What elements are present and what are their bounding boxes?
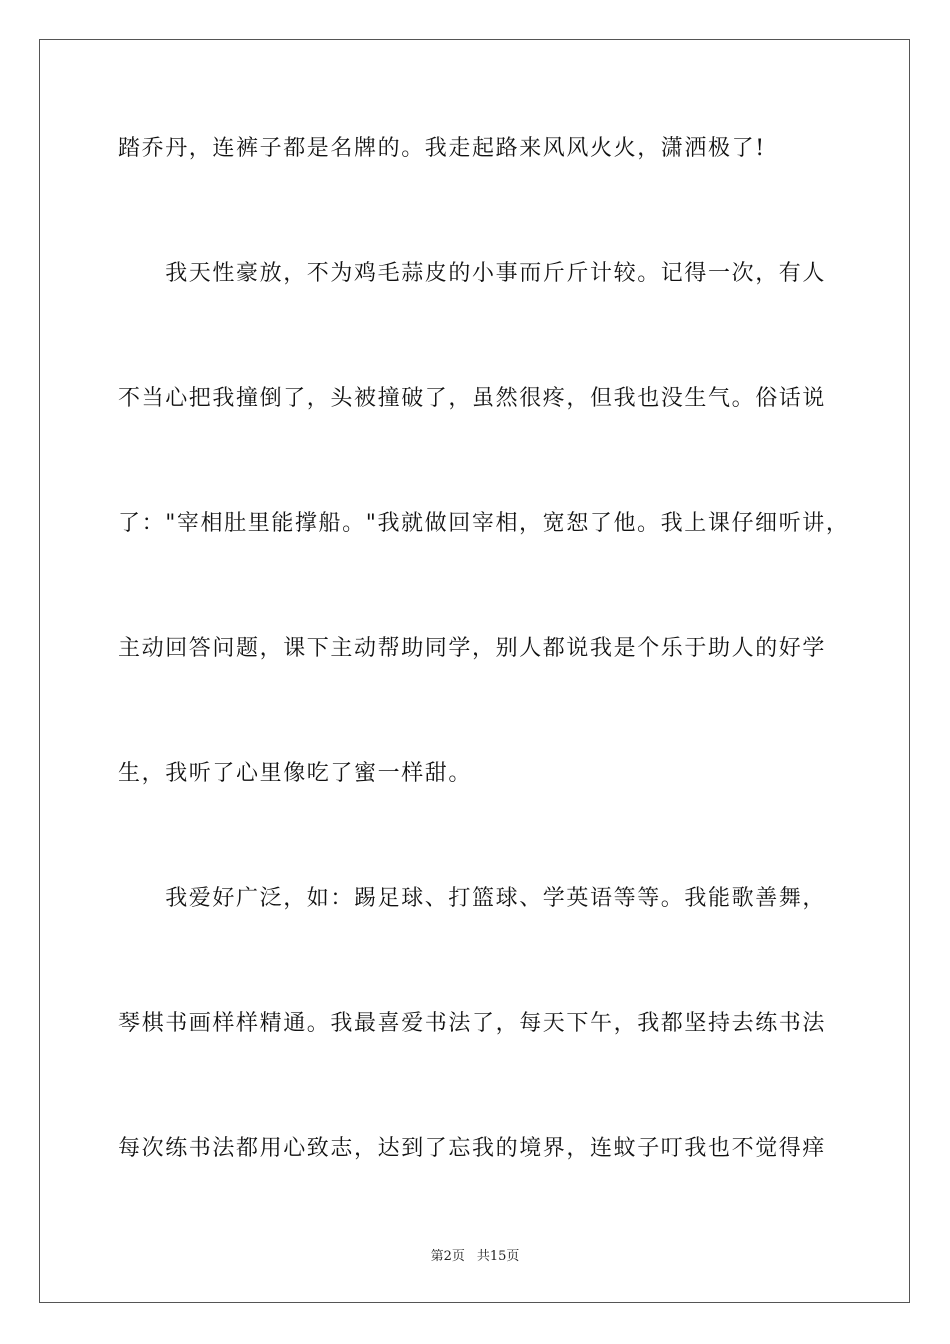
page-number-total: 共15页 [476, 1249, 520, 1264]
body-line: 我天性豪放，不为鸡毛蒜皮的小事而斤斤计较。记得一次，有人 [118, 261, 827, 286]
body-line: 我爱好广泛，如：踢足球、打篮球、学英语等等。我能歌善舞， [118, 886, 827, 911]
page-border [39, 39, 910, 1303]
page-footer [0, 1248, 950, 1266]
body-line: 琴棋书画样样精通。我最喜爱书法了，每天下午，我都坚持去练书法 [118, 1011, 827, 1036]
body-line: 生，我听了心里像吃了蜜一样甜。 [118, 761, 473, 786]
body-line: 了："宰相肚里能撑船。"我就做回宰相，宽恕了他。我上课仔细听讲， [118, 511, 850, 536]
page-number-current: 第2页 [430, 1249, 465, 1264]
body-line: 不当心把我撞倒了，头被撞破了，虽然很疼，但我也没生气。俗话说 [118, 386, 827, 411]
body-line: 主动回答问题，课下主动帮助同学，别人都说我是个乐于助人的好学 [118, 636, 827, 661]
body-line: 每次练书法都用心致志，达到了忘我的境界，连蚊子叮我也不觉得痒 [118, 1136, 827, 1161]
body-line: 踏乔丹，连裤子都是名牌的。我走起路来风风火火，潇洒极了! [118, 136, 766, 161]
